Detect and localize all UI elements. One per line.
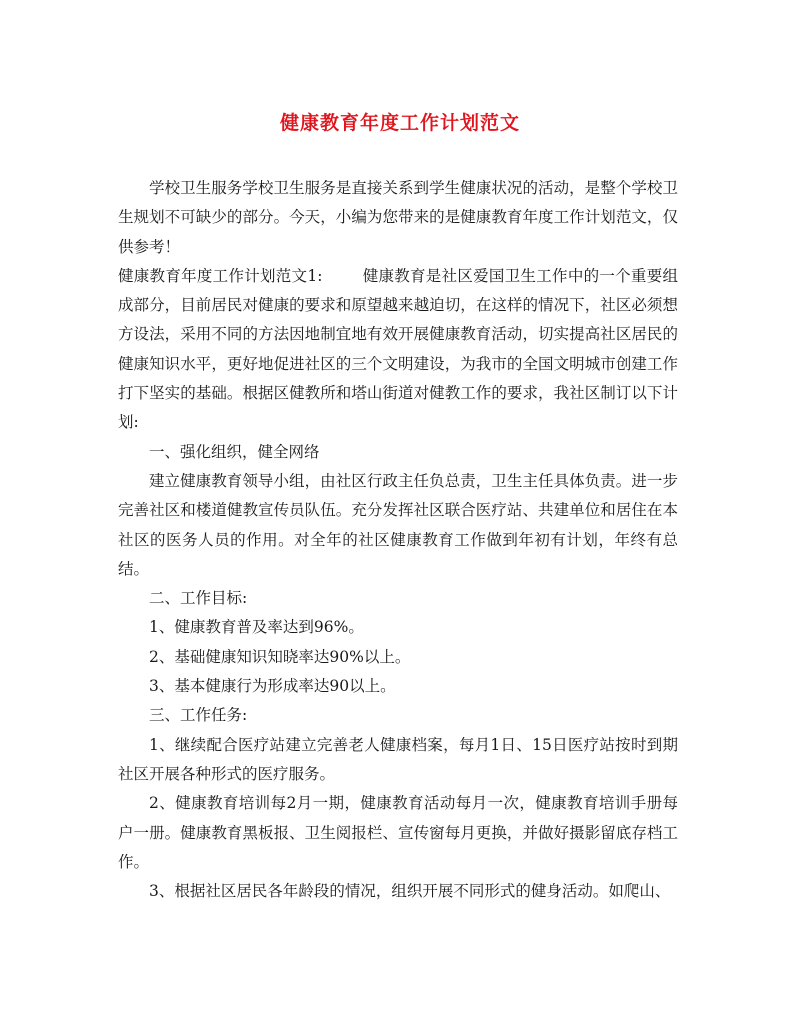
task-item-2: 2、健康教育培训每2月一期，健康教育活动每月一次，健康教育培训手册每户一册。健康教育黑板报、卫生阅报栏、宣传窗每月更换，并做好摄影留底存档工作。 [118, 794, 678, 871]
task-item-1: 1、继续配合医疗站建立完善老人健康档案，每月1日、15日医疗站按时到期社区开展各种形式的医疗服务。 [118, 735, 678, 783]
section3-heading: 三、工作任务: [149, 706, 248, 725]
plan-body: 健康教育是社区爱国卫生工作中的一个重要组成部分，目前居民对健康的要求和原望越来越迫切，在这样的情况下，社区必须想方设法，采用不同的方法因地制宜地有效开展健康教育活动，切实提高社区居民的健康知识水平，更好地促进社区的三个文明建设，为我市的全国文明城市创建工作打下坚实的基础。根据区健教所和塔山街道对健教工作的要求，我社区制订以下计划: [118, 266, 678, 432]
goal-item-1: 1、健康教育普及率达到96%。 [149, 618, 364, 637]
task-item-3: 3、根据社区居民各年龄段的情况，组织开展不同形式的健身活动。如爬山、 [149, 882, 671, 901]
section1-heading: 一、强化组织，健全网络 [149, 442, 320, 461]
document-body [118, 174, 678, 906]
plan-paragraph [118, 262, 678, 438]
goal-item-2: 2、基础健康知识知晓率达90%以上。 [149, 647, 411, 666]
section1-body: 建立健康教育领导小组，由社区行政主任负总责，卫生主任具体负责。进一步完善社区和楼道健教宣传员队伍。充分发挥社区联合医疗站、共建单位和居住在本社区的医务人员的作用。对全年的社区健康教育工作做到年初有计划，年终有总结。 [118, 471, 678, 578]
goal-item-3: 3、基本健康行为形成率达90以上。 [149, 677, 396, 696]
section2-heading: 二、工作目标: [149, 589, 248, 608]
plan-heading: 健康教育年度工作计划范文1: [118, 266, 323, 285]
document-title: 健康教育年度工作计划范文 [279, 112, 520, 134]
intro-paragraph: 学校卫生服务学校卫生服务是直接关系到学生健康状况的活动，是整个学校卫生规划不可缺少的部分。今天，小编为您带来的是健康教育年度工作计划范文，仅供参考！ [118, 179, 678, 256]
